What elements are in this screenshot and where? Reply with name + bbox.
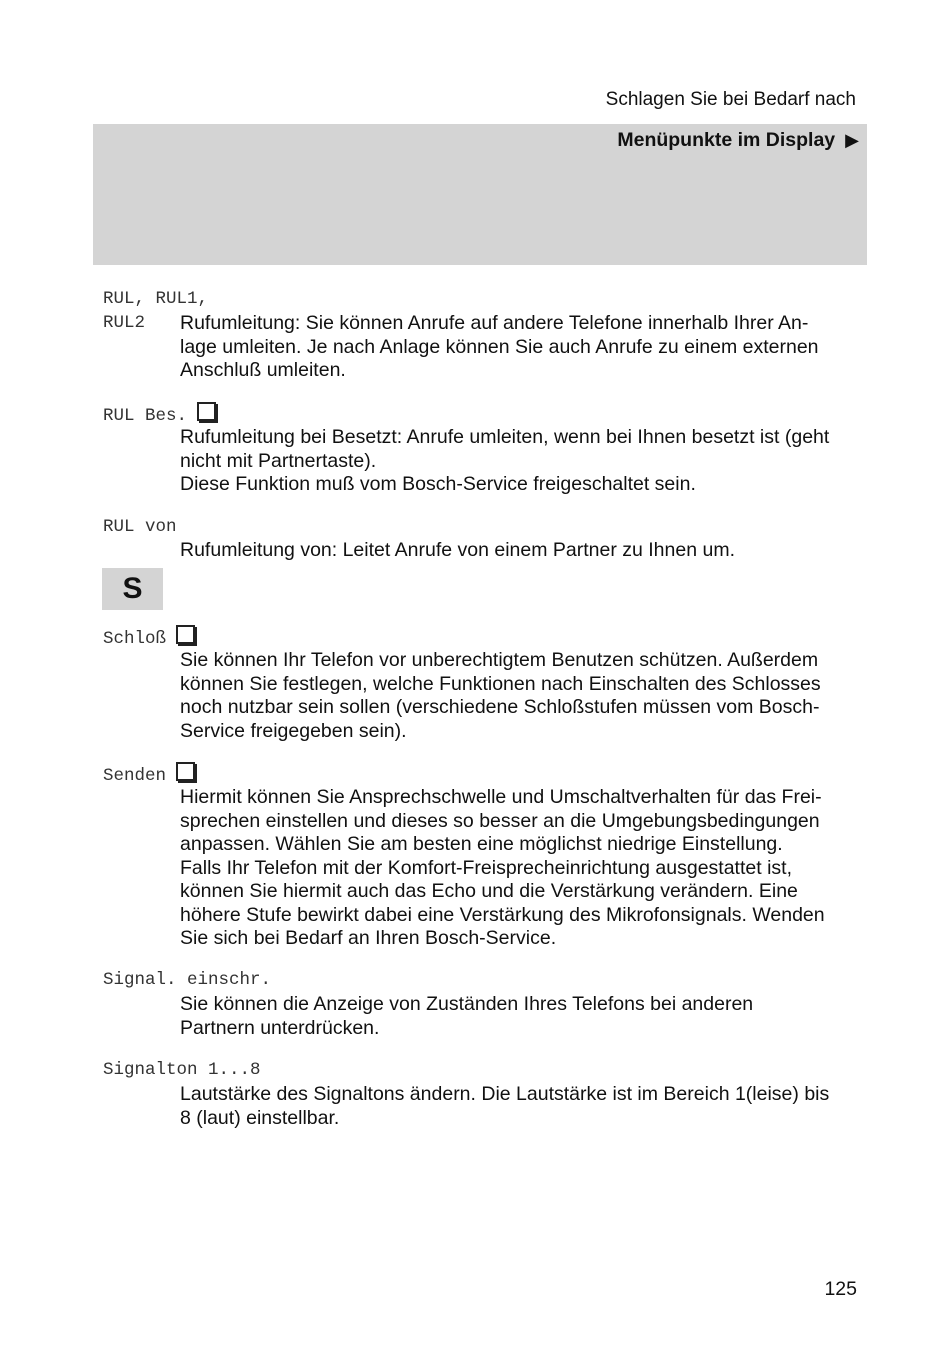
desc-text: Rufumleitung: Sie können Anrufe auf andere Telefone innerhalb Ihrer An- lage umleiten. Je nach Anlage können Sie auch Anrufe zu einem externen Anschluß umleiten.: [180, 312, 819, 381]
checkbox-icon: [197, 402, 216, 421]
term-rul-von: RUL von: [103, 517, 177, 537]
term-text: Schloß: [103, 629, 167, 649]
desc-senden: [180, 786, 870, 951]
desc-text: Lautstärke des Signaltons ändern. Die Lautstärke ist im Bereich 1(leise) bis 8 (laut) einstellbar.: [180, 1083, 830, 1129]
desc-signalton: [180, 1083, 870, 1130]
chapter-note: Schlagen Sie bei Bedarf nach: [605, 89, 856, 110]
desc-text: Sie können Ihr Telefon vor unberechtigtem Benutzen schützen. Außerdem können Sie festlegen, welche Funktionen nach Einschalten des Schlosses noch nutzbar sein sollen (verschiedene Schloßstufen müssen vom Bosch- Service freigegeben sein).: [180, 649, 821, 742]
desc-text: Sie können die Anzeige von Zuständen Ihres Telefons bei anderen Partnern unterdrücken.: [180, 993, 754, 1039]
term-schloss: [103, 625, 195, 652]
desc-signal-einschr: [180, 993, 870, 1040]
term-signalton: Signalton 1...8: [103, 1060, 261, 1080]
header-title-text: Menüpunkte im Display: [617, 129, 836, 151]
desc-rul-bes: [180, 426, 870, 497]
header-box: [93, 124, 867, 265]
term-rul-line1: RUL, RUL1,: [103, 289, 209, 309]
header-title: [617, 128, 859, 152]
term-signal-einschr: Signal. einschr.: [103, 970, 272, 990]
section-letter-s: S: [102, 568, 163, 610]
desc-rul-von: [180, 539, 870, 563]
page-number: 125: [824, 1278, 857, 1300]
checkbox-icon: [176, 625, 195, 644]
checkbox-icon: [176, 762, 195, 781]
arrow-right-icon: ▶: [845, 130, 859, 150]
term-senden: [103, 762, 195, 789]
desc-rul: [180, 312, 870, 383]
term-rul2: RUL2: [103, 313, 146, 333]
term-text: Senden: [103, 766, 167, 786]
desc-text: Hiermit können Sie Ansprechschwelle und Umschaltverhalten für das Frei- sprechen einstellen und dieses so besser an die Umgebungsbedingungen anpassen. Wählen Sie am besten eine möglichst niedrige Einstellung. Falls Ihr Telefon mit der Komfort-Freisprecheinrichtung ausgestattet ist, können Sie hiermit auch das Echo und die Verstärkung verändern. Eine höhere Stufe bewirkt dabei eine Verstärkung des Mikrofonsignals. Wenden Sie sich bei Bedarf an Ihren Bosch-Service.: [180, 786, 825, 949]
desc-text: Rufumleitung von: Leitet Anrufe von einem Partner zu Ihnen um.: [180, 539, 735, 561]
desc-schloss: [180, 649, 870, 743]
desc-text: Rufumleitung bei Besetzt: Anrufe umleiten, wenn bei Ihnen besetzt ist (geht nicht mit Partnertaste). Diese Funktion muß vom Bosch-Service freigeschaltet sein.: [180, 426, 830, 495]
term-rul-bes: [103, 402, 216, 429]
term-text: RUL Bes.: [103, 406, 188, 426]
